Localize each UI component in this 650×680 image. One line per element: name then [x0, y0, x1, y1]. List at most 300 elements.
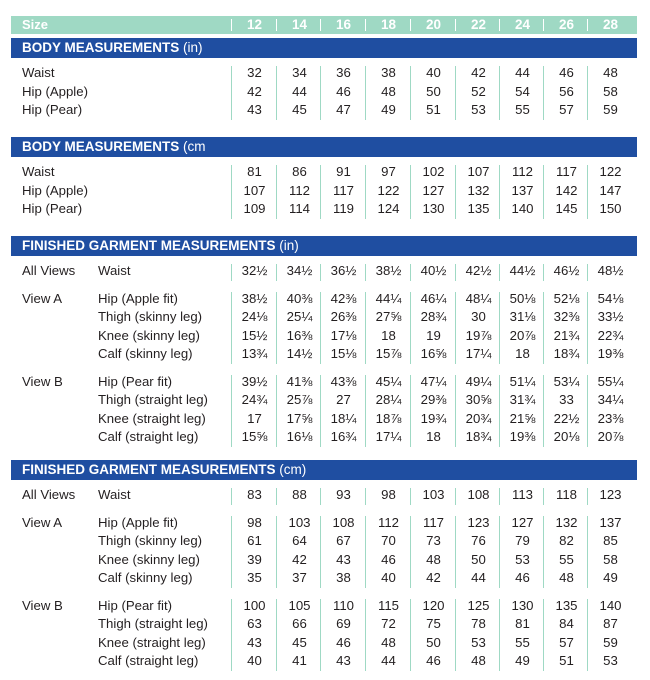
section-title [22, 137, 206, 157]
measurement-value: 48 [559, 570, 574, 585]
measurement-value: 49 [515, 653, 530, 668]
row-label: Hip (Apple) [22, 182, 88, 198]
measurement-value: 67 [336, 533, 351, 548]
measurement-value: 17⅝ [286, 410, 313, 426]
column-divider [276, 292, 277, 364]
measurement-value: 72 [381, 616, 396, 631]
measurement-value: 17 [247, 410, 262, 426]
view-label: View B [22, 373, 63, 389]
measurement-value: 70 [381, 533, 396, 548]
measurement-value: 16⅝ [420, 346, 447, 361]
measurement-value: 97 [381, 164, 396, 179]
measurement-value: 54 [515, 83, 530, 99]
measurement-value: 21¾ [553, 327, 580, 343]
section-title-text: FINISHED GARMENT MEASUREMENTS [22, 238, 276, 253]
column-divider [231, 292, 232, 364]
measurement-value: 53 [515, 551, 530, 567]
measurement-value: 75 [426, 616, 441, 631]
column-divider [455, 375, 456, 447]
column-divider [499, 292, 500, 364]
column-divider [410, 264, 411, 281]
view-label: All Views [22, 263, 76, 278]
column-divider [276, 165, 277, 219]
row-label: Hip (Apple fit) [98, 290, 178, 306]
measurement-value: 135 [467, 201, 490, 216]
measurement-value: 16⅛ [286, 429, 313, 444]
measurement-value: 42 [426, 570, 441, 585]
row-label: Waist [98, 487, 131, 502]
measurement-value: 54⅛ [597, 290, 624, 306]
measurement-value: 38½ [241, 290, 268, 306]
measurement-value: 137 [511, 182, 534, 198]
column-divider [499, 599, 500, 671]
measurement-value: 84 [559, 616, 574, 631]
measurement-value: 22½ [553, 410, 580, 426]
measurement-value: 118 [555, 487, 578, 502]
measurement-value: 43⅜ [330, 373, 357, 389]
measurement-value: 87 [603, 616, 618, 631]
measurement-value: 117 [422, 514, 445, 530]
size-header-28: 28 [602, 17, 619, 32]
measurement-value: 46 [515, 570, 530, 585]
measurement-value: 15⅝ [241, 429, 268, 444]
column-divider [365, 165, 366, 219]
measurement-value: 103 [288, 514, 311, 530]
column-divider [365, 292, 366, 364]
column-divider [543, 375, 544, 447]
measurement-value: 19⅞ [465, 327, 492, 343]
measurement-value: 102 [422, 164, 445, 179]
measurement-value: 140 [599, 597, 622, 613]
measurement-value: 55¼ [597, 373, 624, 389]
measurement-value: 43 [336, 653, 351, 668]
measurement-value: 147 [599, 182, 622, 198]
column-divider [499, 375, 500, 447]
measurement-value: 18⅞ [375, 410, 402, 426]
measurement-value: 49 [381, 102, 396, 117]
measurement-value: 36 [336, 65, 351, 80]
column-divider [499, 66, 500, 120]
column-divider [410, 165, 411, 219]
measurement-value: 86 [292, 164, 307, 179]
measurement-value: 43 [247, 634, 262, 650]
section-title-text: FINISHED GARMENT MEASUREMENTS [22, 462, 276, 477]
measurement-value: 45¼ [375, 373, 402, 389]
column-divider [587, 516, 588, 588]
measurement-value: 40 [247, 653, 262, 668]
measurement-value: 112 [377, 514, 400, 530]
column-divider [231, 488, 232, 505]
header-divider [543, 19, 544, 31]
column-divider [320, 165, 321, 219]
column-divider [587, 264, 588, 281]
measurement-value: 48 [471, 653, 486, 668]
row-label: Knee (skinny leg) [98, 551, 200, 567]
measurement-value: 40 [426, 65, 441, 80]
measurement-value: 130 [511, 597, 534, 613]
column-divider [276, 488, 277, 505]
row-label: Calf (skinny leg) [98, 570, 193, 585]
measurement-value: 120 [422, 597, 445, 613]
column-divider [231, 66, 232, 120]
column-divider [231, 516, 232, 588]
column-divider [231, 599, 232, 671]
measurement-value: 44½ [509, 263, 536, 278]
measurement-value: 55 [515, 102, 530, 117]
column-divider [587, 66, 588, 120]
row-label: Thigh (skinny leg) [98, 309, 203, 324]
measurement-value: 117 [555, 164, 578, 179]
measurement-value: 25⅞ [286, 392, 313, 407]
measurement-value: 34 [292, 65, 307, 80]
measurement-value: 18 [426, 429, 441, 444]
measurement-value: 24⅛ [241, 309, 268, 324]
measurement-value: 57 [559, 102, 574, 117]
measurement-value: 17¼ [465, 346, 492, 361]
column-divider [276, 516, 277, 588]
measurement-value: 24¾ [241, 392, 268, 407]
column-divider [276, 599, 277, 671]
column-divider [410, 66, 411, 120]
header-divider [231, 19, 232, 31]
column-divider [543, 599, 544, 671]
measurement-value: 34½ [286, 263, 313, 278]
size-header-18: 18 [380, 17, 397, 32]
measurement-value: 51 [559, 653, 574, 668]
row-label: Calf (straight leg) [98, 429, 199, 444]
measurement-value: 17¼ [375, 429, 402, 444]
measurement-value: 110 [332, 597, 355, 613]
measurement-value: 112 [288, 182, 311, 198]
column-divider [543, 165, 544, 219]
column-divider [320, 66, 321, 120]
column-divider [276, 66, 277, 120]
measurement-value: 107 [467, 164, 490, 179]
measurement-value: 41⅜ [286, 373, 313, 389]
measurement-value: 48 [381, 83, 396, 99]
measurement-value: 46 [381, 551, 396, 567]
measurement-value: 33 [559, 392, 574, 407]
measurement-value: 42½ [465, 263, 492, 278]
measurement-value: 33½ [597, 309, 624, 324]
column-divider [455, 165, 456, 219]
column-divider [455, 292, 456, 364]
measurement-value: 44¼ [375, 290, 402, 306]
measurement-value: 14½ [286, 346, 313, 361]
measurement-value: 127 [511, 514, 534, 530]
size-header-22: 22 [470, 17, 487, 32]
measurement-value: 27 [336, 392, 351, 407]
measurement-value: 20⅞ [597, 429, 624, 444]
measurement-value: 108 [467, 487, 490, 502]
size-header-26: 26 [558, 17, 575, 32]
measurement-value: 19⅜ [597, 346, 624, 361]
column-divider [320, 292, 321, 364]
measurement-value: 28¾ [420, 309, 447, 324]
measurement-value: 63 [247, 616, 262, 631]
view-label: View B [22, 597, 63, 613]
column-divider [587, 292, 588, 364]
column-divider [455, 488, 456, 505]
measurement-value: 100 [243, 597, 266, 613]
measurement-value: 98 [247, 514, 262, 530]
measurement-value: 25¼ [286, 309, 313, 324]
measurement-value: 132 [467, 182, 490, 198]
measurement-value: 34¼ [597, 392, 624, 407]
measurement-value: 50 [426, 634, 441, 650]
measurement-value: 47 [336, 102, 351, 117]
measurement-value: 13¾ [241, 346, 268, 361]
row-label: Knee (straight leg) [98, 410, 206, 426]
size-header-label: Size [22, 17, 49, 32]
column-divider [365, 599, 366, 671]
section-title [22, 460, 306, 480]
measurement-value: 21⅝ [509, 410, 536, 426]
measurement-value: 81 [515, 616, 530, 631]
measurement-value: 140 [511, 201, 534, 216]
measurement-value: 107 [243, 182, 266, 198]
column-divider [276, 264, 277, 281]
measurement-value: 32½ [241, 263, 268, 278]
measurement-value: 18 [515, 346, 530, 361]
column-divider [587, 599, 588, 671]
row-label: Waist [22, 164, 55, 179]
measurement-value: 124 [377, 201, 400, 216]
column-divider [320, 375, 321, 447]
header-divider [410, 19, 411, 31]
measurement-value: 26⅜ [330, 309, 357, 324]
measurement-value: 43 [336, 551, 351, 567]
column-divider [499, 516, 500, 588]
measurement-value: 53 [603, 653, 618, 668]
row-label: Thigh (skinny leg) [98, 533, 203, 548]
row-label: Hip (Pear) [22, 102, 83, 117]
measurement-value: 46 [336, 634, 351, 650]
column-divider [365, 264, 366, 281]
measurement-value: 36½ [330, 263, 357, 278]
measurement-value: 32⅜ [553, 309, 580, 324]
measurement-value: 42 [292, 551, 307, 567]
column-divider [320, 488, 321, 505]
measurement-value: 59 [603, 102, 618, 117]
header-divider [587, 19, 588, 31]
measurement-value: 103 [422, 487, 445, 502]
measurement-value: 47¼ [420, 373, 447, 389]
measurement-value: 41 [292, 653, 307, 668]
column-divider [231, 264, 232, 281]
measurement-value: 105 [288, 597, 311, 613]
measurement-value: 40½ [420, 263, 447, 278]
column-divider [455, 264, 456, 281]
measurement-value: 61 [247, 533, 262, 548]
measurement-value: 32 [247, 65, 262, 80]
row-label: Waist [22, 65, 55, 80]
size-header-20: 20 [425, 17, 442, 32]
measurement-value: 50 [471, 551, 486, 567]
header-divider [499, 19, 500, 31]
column-divider [320, 516, 321, 588]
measurement-value: 37 [292, 570, 307, 585]
size-header-24: 24 [514, 17, 531, 32]
row-label: Hip (Pear fit) [98, 597, 173, 613]
measurement-value: 16¾ [330, 429, 357, 444]
measurement-value: 20⅛ [553, 429, 580, 444]
measurement-value: 48¼ [465, 290, 492, 306]
measurement-value: 123 [599, 487, 622, 502]
measurement-value: 46¼ [420, 290, 447, 306]
measurement-value: 58 [603, 83, 618, 99]
measurement-value: 39 [247, 551, 262, 567]
column-divider [587, 488, 588, 505]
column-divider [587, 375, 588, 447]
measurement-value: 55 [515, 634, 530, 650]
measurement-value: 49¼ [465, 373, 492, 389]
column-divider [543, 66, 544, 120]
measurement-value: 45 [292, 634, 307, 650]
column-divider [543, 264, 544, 281]
section-title-text: BODY MEASUREMENTS [22, 139, 180, 154]
measurement-value: 81 [247, 164, 262, 179]
row-label: Knee (straight leg) [98, 634, 206, 650]
measurement-value: 58 [603, 551, 618, 567]
measurement-value: 18¼ [330, 410, 357, 426]
measurement-value: 48 [603, 65, 618, 80]
section-title [22, 38, 203, 58]
measurement-value: 142 [555, 182, 578, 198]
measurement-value: 22¾ [597, 327, 624, 343]
measurement-value: 43 [247, 102, 262, 117]
column-divider [410, 599, 411, 671]
measurement-value: 46 [336, 83, 351, 99]
row-label: Hip (Apple fit) [98, 514, 178, 530]
measurement-value: 122 [599, 164, 622, 179]
measurement-value: 117 [332, 182, 355, 198]
measurement-value: 19 [426, 327, 441, 343]
view-label: View A [22, 514, 63, 530]
column-divider [543, 516, 544, 588]
row-label: Thigh (straight leg) [98, 616, 208, 631]
measurement-value: 20⅞ [509, 327, 536, 343]
measurement-value: 46 [426, 653, 441, 668]
measurement-value: 55 [559, 551, 574, 567]
measurement-value: 28¼ [375, 392, 402, 407]
column-divider [410, 488, 411, 505]
measurement-value: 130 [422, 201, 445, 216]
row-label: Knee (skinny leg) [98, 327, 200, 343]
section-header [11, 460, 637, 480]
measurement-value: 73 [426, 533, 441, 548]
column-divider [410, 375, 411, 447]
header-divider [320, 19, 321, 31]
measurement-value: 88 [292, 487, 307, 502]
measurement-value: 98 [381, 487, 396, 502]
measurement-value: 23⅜ [597, 410, 624, 426]
measurement-value: 127 [422, 182, 445, 198]
row-label: Hip (Pear fit) [98, 373, 173, 389]
measurement-value: 122 [377, 182, 400, 198]
measurement-value: 38½ [375, 263, 402, 278]
measurement-value: 44 [381, 653, 396, 668]
measurement-value: 57 [559, 634, 574, 650]
measurement-value: 44 [471, 570, 486, 585]
measurement-value: 51 [426, 102, 441, 117]
measurement-value: 145 [555, 201, 578, 216]
row-label: Waist [98, 263, 131, 278]
measurement-value: 20¾ [465, 410, 492, 426]
column-divider [455, 599, 456, 671]
measurement-value: 42 [471, 65, 486, 80]
measurement-value: 16⅜ [286, 327, 313, 343]
measurement-value: 30⅝ [465, 392, 492, 407]
measurement-value: 31¾ [509, 392, 536, 407]
section-header [11, 38, 637, 58]
section-unit: (cm) [279, 462, 307, 477]
column-divider [543, 488, 544, 505]
size-header-16: 16 [335, 17, 352, 32]
column-divider [587, 165, 588, 219]
view-label: All Views [22, 487, 76, 502]
section-unit: (cm [183, 139, 206, 154]
column-divider [365, 488, 366, 505]
measurement-value: 27⅝ [375, 309, 402, 324]
measurement-value: 46½ [553, 263, 580, 278]
measurement-value: 52⅛ [553, 290, 580, 306]
row-label: Calf (straight leg) [98, 653, 199, 668]
measurement-value: 44 [515, 65, 530, 80]
column-divider [410, 516, 411, 588]
measurement-value: 150 [599, 201, 622, 216]
section-unit: (in) [183, 40, 203, 55]
measurement-value: 48½ [597, 263, 624, 278]
column-divider [320, 599, 321, 671]
column-divider [276, 375, 277, 447]
measurement-value: 40⅜ [286, 290, 313, 306]
row-label: Thigh (straight leg) [98, 392, 208, 407]
measurement-value: 83 [247, 487, 262, 502]
section-header [11, 137, 637, 157]
measurement-value: 53¼ [553, 373, 580, 389]
measurement-value: 18¾ [553, 346, 580, 361]
measurement-value: 125 [467, 597, 490, 613]
header-divider [455, 19, 456, 31]
column-divider [499, 165, 500, 219]
measurement-value: 46 [559, 65, 574, 80]
column-divider [455, 66, 456, 120]
measurement-value: 49 [603, 570, 618, 585]
measurement-value: 48 [381, 634, 396, 650]
measurement-value: 51¼ [509, 373, 536, 389]
view-label: View A [22, 290, 63, 306]
measurement-value: 18 [381, 327, 396, 343]
column-divider [365, 66, 366, 120]
measurement-value: 15⅛ [330, 346, 357, 361]
measurement-value: 53 [471, 634, 486, 650]
measurement-value: 52 [471, 83, 486, 99]
measurement-value: 109 [243, 201, 266, 216]
measurement-value: 15½ [241, 327, 268, 343]
size-header-14: 14 [291, 17, 308, 32]
column-divider [365, 375, 366, 447]
measurement-value: 39½ [241, 373, 268, 389]
measurement-value: 48 [426, 551, 441, 567]
measurement-value: 30 [471, 309, 486, 324]
measurement-value: 78 [471, 616, 486, 631]
measurement-value: 50 [426, 83, 441, 99]
column-divider [320, 264, 321, 281]
measurement-value: 64 [292, 533, 307, 548]
measurement-value: 113 [511, 487, 534, 502]
column-divider [499, 488, 500, 505]
